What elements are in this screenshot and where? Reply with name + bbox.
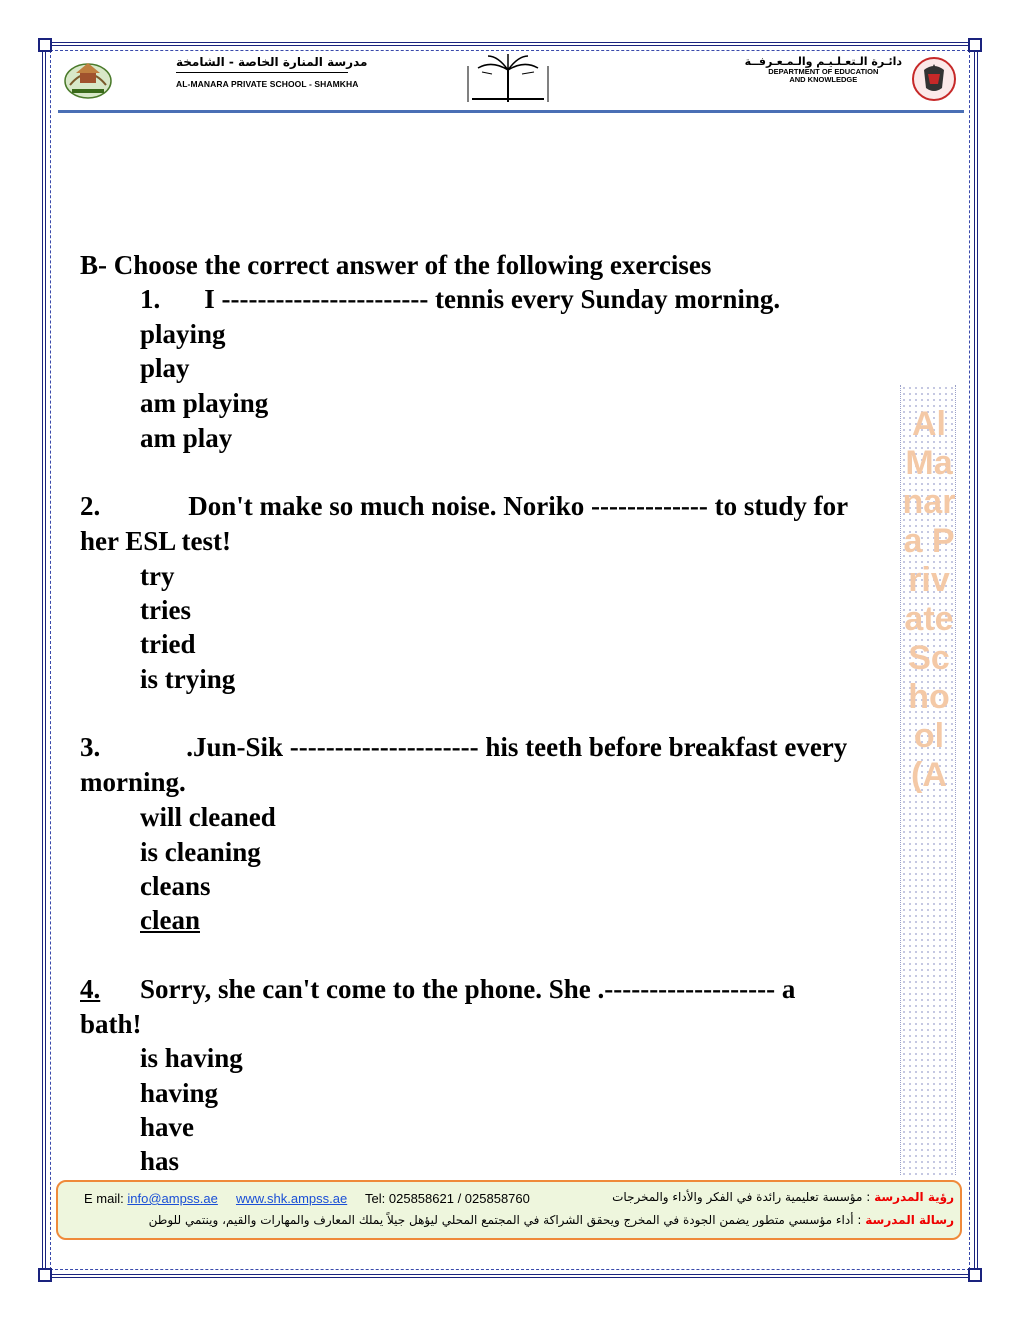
- department-name: [745, 55, 902, 84]
- department-name-arabic: دائـرة الـتعـلـيـم والـمـعـرفــة: [744, 55, 902, 68]
- question-number: 2.: [80, 491, 101, 521]
- corner-ornament: [968, 38, 982, 52]
- vision-text: : مؤسسة تعليمية رائدة في الفكر والأداء والمخرجات: [612, 1190, 871, 1204]
- school-watermark: [900, 385, 956, 1175]
- school-crest-logo: [62, 55, 114, 101]
- answer-option: cleans: [140, 871, 211, 901]
- question-2: [80, 491, 848, 522]
- question-text-continued: her ESL test!: [80, 526, 232, 556]
- section-title: B- Choose the correct answer of the following exercises: [80, 250, 712, 280]
- answer-option: play: [140, 353, 190, 383]
- question-text: Sorry, she can't come to the phone. She .------------------- a: [140, 974, 796, 1004]
- watermark-text: Al Manara Private School (A: [902, 405, 956, 794]
- website-link[interactable]: www.shk.ampss.ae: [235, 1191, 348, 1206]
- question-text-continued: bath!: [80, 1009, 142, 1039]
- answer-option: having: [140, 1078, 219, 1108]
- answer-option: is cleaning: [140, 837, 261, 867]
- question-text: I ----------------------- tennis every Sunday morning.: [204, 284, 781, 314]
- email-label: E mail:: [84, 1191, 124, 1206]
- answer-option: try: [140, 561, 175, 591]
- school-name-arabic: مدرسة المنارة الخاصة - الشامخة: [176, 55, 368, 69]
- question-3: [80, 732, 847, 763]
- school-mission: [149, 1213, 954, 1227]
- falcon-emblem-logo: [908, 56, 960, 102]
- header-rule: [58, 110, 964, 113]
- vision-label: رؤية المدرسة: [874, 1190, 954, 1204]
- mission-text: : أداء مؤسسي متطور يضمن الجودة في المخرج ويحقق الشراكة في المجتمع المحلي ليؤهل جيلاً يملك المعارف والمهارات والقيم، وينتمي للوطن: [148, 1213, 862, 1227]
- answer-option: clean: [140, 905, 200, 935]
- answer-option: am playing: [140, 388, 269, 418]
- school-name-english: AL-MANARA PRIVATE SCHOOL - SHAMKHA: [176, 79, 359, 89]
- letterhead: [58, 52, 964, 110]
- question-text: Don't make so much noise. Noriko ------------- to study for: [188, 491, 849, 521]
- question-number: 4.: [80, 974, 101, 1004]
- answer-option: is having: [140, 1043, 243, 1073]
- question-1: [140, 284, 780, 315]
- department-name-english: DEPARTMENT OF EDUCATION: [768, 67, 879, 76]
- telephone: Tel: 025858621 / 025858760: [365, 1191, 530, 1206]
- answer-option: is trying: [140, 664, 236, 694]
- question-text: .Jun-Sik --------------------- his teeth before breakfast every: [186, 732, 848, 762]
- school-vision: [612, 1190, 954, 1204]
- corner-ornament: [968, 1268, 982, 1282]
- department-name-english: AND KNOWLEDGE: [789, 75, 858, 84]
- mission-label: رسالة المدرسة: [865, 1213, 954, 1227]
- divider: [176, 72, 348, 73]
- question-number: 3.: [80, 732, 101, 762]
- answer-option: has: [140, 1146, 180, 1176]
- answer-option: will cleaned: [140, 802, 276, 832]
- contact-info: [84, 1191, 530, 1206]
- palm-emblem-logo: [462, 52, 554, 106]
- corner-ornament: [38, 38, 52, 52]
- footer-box: [56, 1180, 962, 1240]
- answer-option: am play: [140, 423, 233, 453]
- answer-option: tried: [140, 629, 196, 659]
- question-text-continued: morning.: [80, 767, 186, 797]
- answer-option: tries: [140, 595, 191, 625]
- question-number: 1.: [140, 284, 161, 314]
- answer-option: playing: [140, 319, 226, 349]
- question-4: [80, 974, 795, 1005]
- email-link[interactable]: info@ampss.ae: [127, 1191, 218, 1206]
- answer-option: have: [140, 1112, 194, 1142]
- corner-ornament: [38, 1268, 52, 1282]
